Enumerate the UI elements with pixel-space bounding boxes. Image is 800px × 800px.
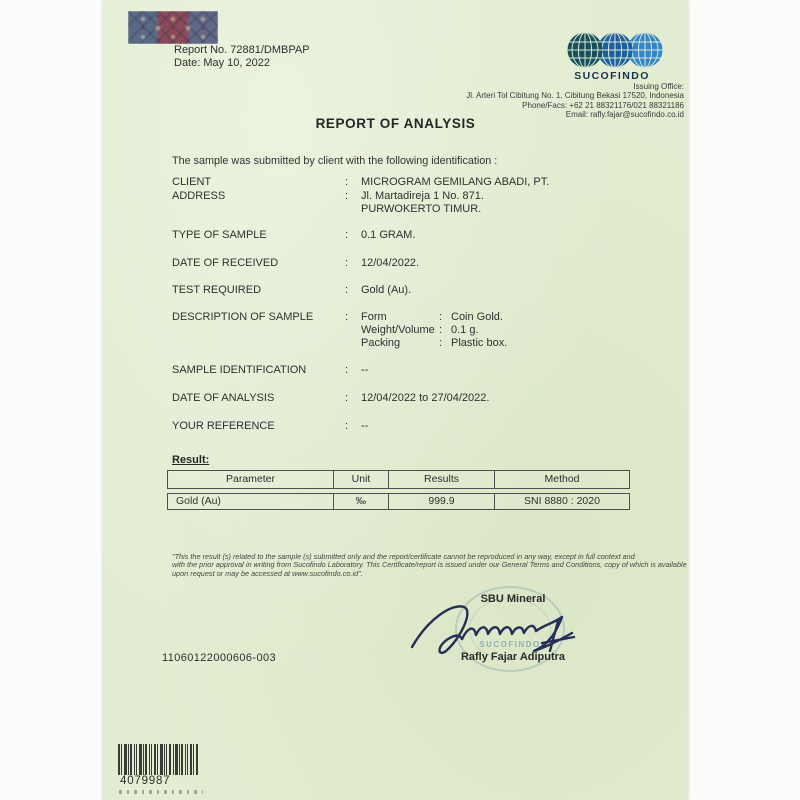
- sub-value: 0.1 g.: [451, 324, 479, 336]
- field-value: --: [361, 420, 369, 432]
- footnote-line: with the prior approval in writing from Sucofindo Laboratory. This Certificate/report is issued under our General Terms and Conditions, copy of which is available: [172, 560, 687, 570]
- cell-results: 999.9: [388, 494, 494, 509]
- disclaimer-footnote: [172, 553, 687, 578]
- field-row-client: [103, 176, 688, 189]
- colon: :: [345, 190, 349, 202]
- certificate-page: [103, 0, 688, 800]
- field-row-type-of-sample: [103, 229, 688, 242]
- table-row: [167, 493, 630, 510]
- footnote-line: upon request or may be accessed at www.sucofindo.co.id".: [172, 568, 363, 578]
- colon: :: [439, 337, 443, 349]
- column-header-method: Method: [494, 471, 629, 488]
- colon: :: [345, 420, 349, 432]
- field-row-description: [103, 311, 688, 350]
- sub-value: Coin Gold.: [451, 311, 503, 323]
- field-label: DATE OF RECEIVED: [172, 257, 279, 269]
- issuing-office-phone: Phone/Facs: +62 21 88321176/021 88321186: [522, 100, 684, 110]
- field-label: SAMPLE IDENTIFICATION: [172, 364, 307, 376]
- colon: :: [345, 311, 349, 323]
- document-id: 11060122000606-003: [162, 652, 277, 664]
- colon: :: [439, 324, 443, 336]
- result-heading: Result:: [172, 454, 210, 466]
- footnote-line: "This the result (s) related to the sample (s) submitted only and the report/certificate cannot be reproduced in any way, except in full context and: [172, 552, 635, 561]
- sub-label: Weight/Volume: [361, 324, 435, 336]
- field-row-your-reference: [103, 420, 688, 433]
- sucofindo-wordmark: SUCOFINDO: [574, 70, 650, 82]
- field-label: ADDRESS: [172, 190, 226, 202]
- barcode-image: [118, 744, 199, 775]
- cell-unit: ‰: [333, 494, 388, 509]
- field-value: 12/04/2022 to 27/04/2022.: [361, 392, 490, 404]
- colon: :: [345, 257, 349, 269]
- sucofindo-logo-icon: [565, 31, 665, 71]
- cutoff-text-fragment: [119, 790, 203, 794]
- field-label: TEST REQUIRED: [172, 284, 262, 296]
- sub-value: Plastic box.: [451, 337, 508, 349]
- sub-label: Packing: [361, 337, 401, 349]
- field-row-sample-identification: [103, 364, 688, 377]
- issuing-office-address: Jl. Arteri Tol Cibitung No. 1, Cibitung Bekasi 17520, Indonesia: [466, 91, 684, 101]
- barcode-number: 4079987: [120, 775, 171, 787]
- colon: :: [345, 392, 349, 404]
- field-value: Gold (Au).: [361, 284, 412, 296]
- cell-method: SNI 8880 : 2020: [494, 494, 629, 509]
- field-row-test-required: [103, 284, 688, 297]
- issuing-office-label: Issuing Office:: [633, 82, 684, 91]
- field-value: 0.1 GRAM.: [361, 229, 416, 241]
- colon: :: [345, 229, 349, 241]
- signature-division: SBU Mineral: [480, 593, 546, 605]
- report-date: Date: May 10, 2022: [174, 57, 271, 69]
- stamp-text: SUCOFINDO: [479, 640, 541, 649]
- colon: :: [439, 311, 443, 323]
- colon: :: [345, 284, 349, 296]
- field-row-date-of-analysis: [103, 392, 688, 405]
- report-header: [174, 44, 310, 70]
- colon: :: [345, 364, 349, 376]
- field-label: DESCRIPTION OF SAMPLE: [172, 311, 314, 323]
- field-label: DATE OF ANALYSIS: [172, 392, 275, 404]
- column-header-parameter: Parameter: [225, 473, 276, 485]
- column-header-results: Results: [388, 471, 494, 488]
- issuing-office-block: [466, 82, 684, 119]
- field-value: 12/04/2022.: [361, 257, 420, 269]
- handwritten-signature: [406, 597, 601, 659]
- column-header-unit: Unit: [333, 471, 388, 488]
- cell-parameter: Gold (Au): [176, 495, 221, 507]
- result-table-header: [167, 470, 630, 489]
- report-number: Report No. 72881/DMBPAP: [174, 44, 310, 56]
- field-value-line2: PURWOKERTO TIMUR.: [361, 203, 482, 215]
- field-value: --: [361, 364, 369, 376]
- sub-label: Form: [361, 311, 387, 323]
- field-value: Jl. Martadireja 1 No. 871.: [361, 190, 484, 202]
- field-label: YOUR REFERENCE: [172, 420, 275, 432]
- issuing-office-email: Email: rafly.fajar@sucofindo.co.id: [565, 109, 684, 119]
- field-row-date-received: [103, 257, 688, 270]
- colon: :: [345, 176, 349, 188]
- intro-line: The sample was submitted by client with the following identification :: [172, 155, 498, 167]
- field-row-address: [103, 190, 688, 216]
- page-title: REPORT OF ANALYSIS: [315, 116, 476, 131]
- batik-stamp-image: [128, 11, 218, 44]
- signer-name: Rafly Fajar Adiputra: [460, 651, 566, 663]
- field-label: CLIENT: [172, 176, 212, 188]
- field-value: MICROGRAM GEMILANG ABADI, PT.: [361, 176, 550, 188]
- field-label: TYPE OF SAMPLE: [172, 229, 267, 241]
